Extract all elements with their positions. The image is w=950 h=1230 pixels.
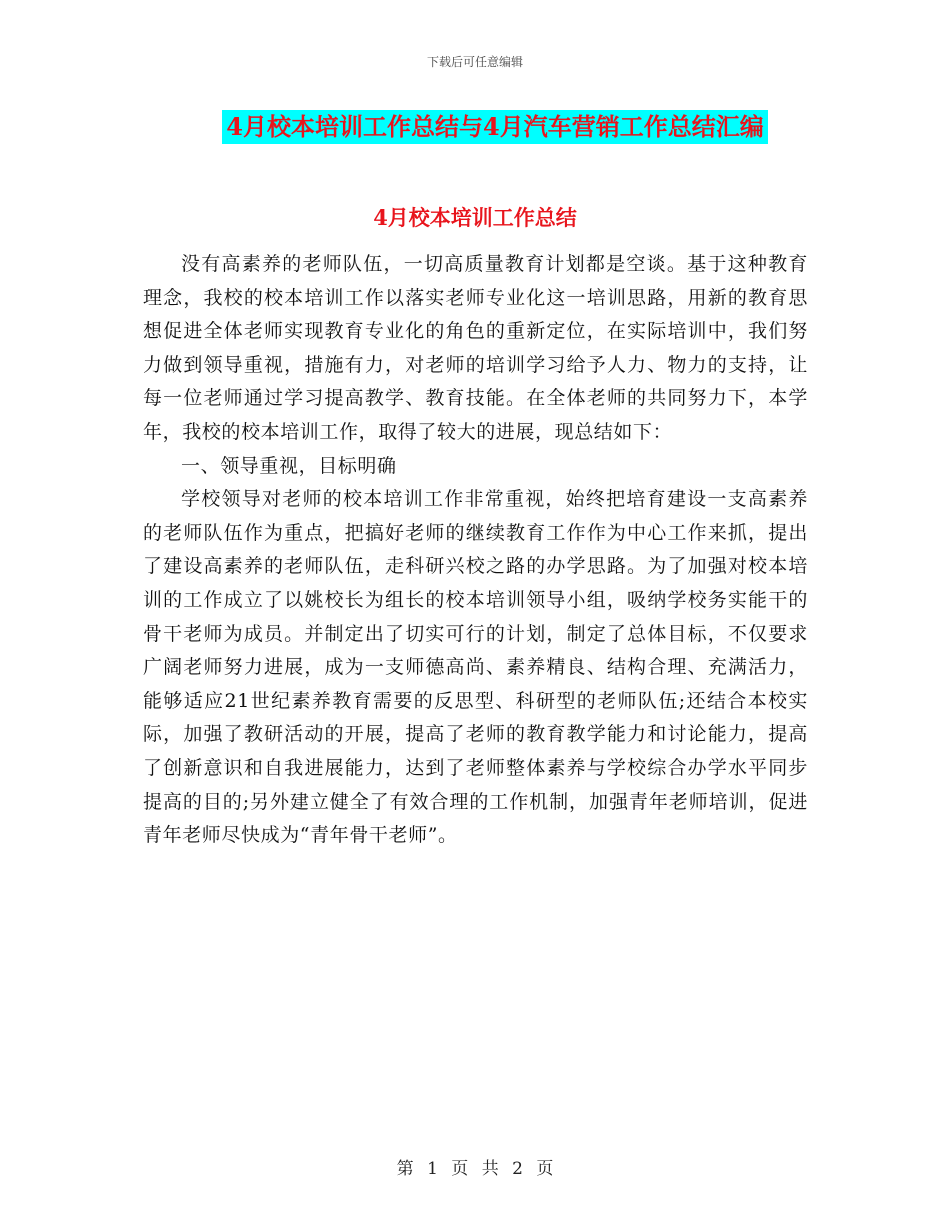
section-title: 4月校本培训工作总结 (373, 205, 577, 230)
paragraph-leadership: 学校领导对老师的校本培训工作非常重视，始终把培育建设一支高素养的老师队伍作为重点，把搞好老师的继续教育工作作为中心工作来抓，提出了建设高素养的老师队伍，走科研兴校之路的办学思路。为了加强对校本培训的工作成立了以姚校长为组长的校本培训领导小组，吸纳学校务实能干的骨干老师为成员。并制定出了切实可行的计划，制定了总体目标，不仅要求广阔老师努力进展，成为一支师德高尚、素养精良、结构合理、充满活力，能够适应21世纪素养教育需要的反思型、科研型的老师队伍;还结合本校实际，加强了教研活动的开展，提高了老师的教育教学能力和讨论能力，提高了创新意识和自我进展能力，达到了老师整体素养与学校综合办学水平同步提高的目的;另外建立健全了有效合理的工作机制，加强青年老师培训，促进青年老师尽快成为“青年骨干老师”。 (143, 488, 808, 847)
document-body (143, 248, 808, 853)
paragraph-intro: 没有高素养的老师队伍，一切高质量教育计划都是空谈。基于这种教育理念，我校的校本培训工作以落实老师专业化这一培训思路，用新的教育思想促进全体老师实现教育专业化的角色的重新定位，在实际培训中，我们努力做到领导重视，措施有力，对老师的培训学习给予人力、物力的支持，让每一位老师通过学习提高教学、教育技能。在全体老师的共同努力下，本学年，我校的校本培训工作，取得了较大的进展，现总结如下： (143, 253, 808, 443)
page-number-footer: 第 1 页 共 2 页 (396, 1159, 554, 1179)
paragraph-heading-one: 一、领导重视，目标明确 (181, 454, 397, 477)
document-main-title: 4月校本培训工作总结与4月汽车营销工作总结汇编 (222, 110, 767, 144)
main-title-container (0, 110, 950, 144)
header-note: 下载后可任意编辑 (426, 55, 523, 69)
